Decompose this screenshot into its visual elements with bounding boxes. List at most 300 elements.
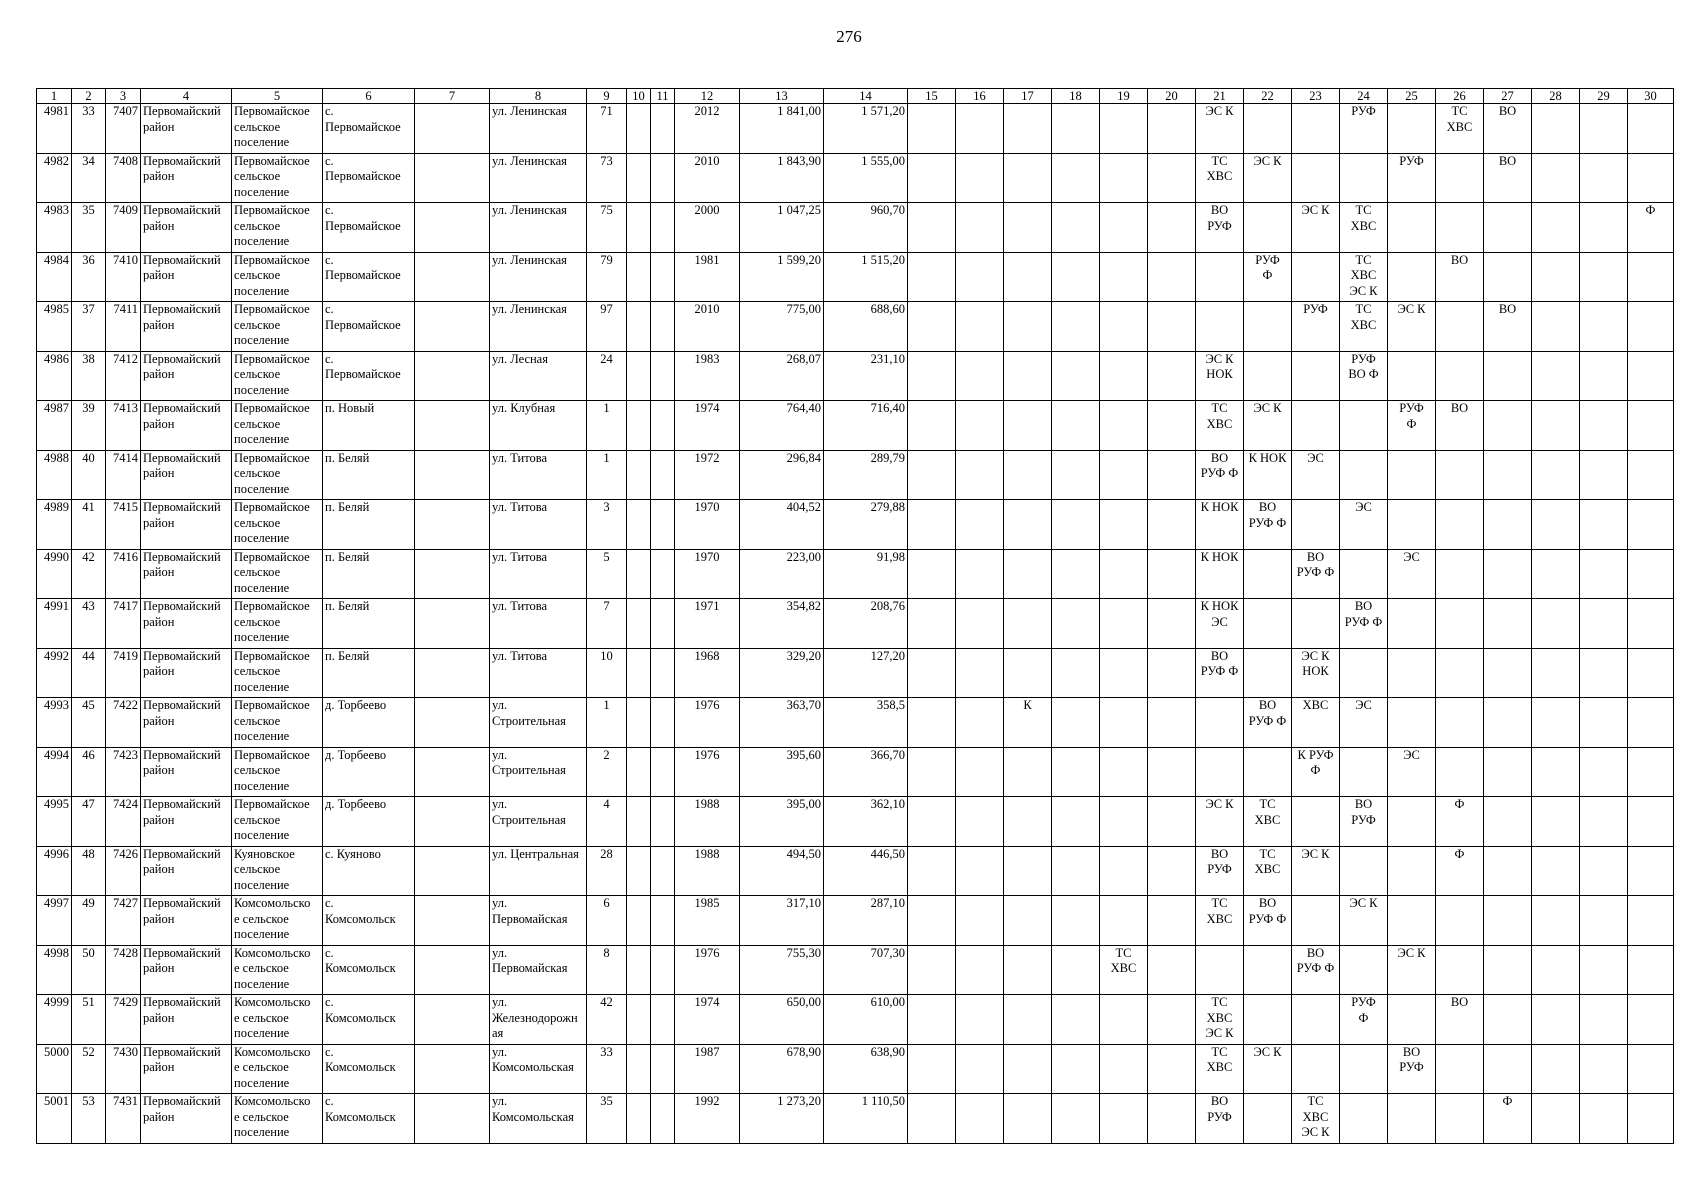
cell-line: район xyxy=(143,763,175,777)
mark-cell-19 xyxy=(1100,351,1148,401)
mark-cell-22 xyxy=(1244,450,1292,500)
mark-cell-20 xyxy=(1148,500,1196,550)
sequence-number-cell: 48 xyxy=(72,846,106,896)
street-cell xyxy=(490,846,587,896)
cell-line: сельское xyxy=(234,416,281,431)
building-id-cell: 7424 xyxy=(106,797,141,847)
settlement-cell xyxy=(232,797,323,847)
cell-line: район xyxy=(143,664,175,678)
cell-line: ХВС xyxy=(1206,416,1233,431)
street-cell xyxy=(490,302,587,352)
cell-line: поселение xyxy=(234,877,290,892)
column-11-cell xyxy=(651,153,675,203)
mark-cell-30 xyxy=(1628,401,1674,451)
cell-line: ВО xyxy=(1498,302,1517,316)
mark-cell-23 xyxy=(1292,648,1340,698)
mark-cell-18 xyxy=(1052,153,1100,203)
mark-cell-25 xyxy=(1388,252,1436,302)
mark-cell-22 xyxy=(1244,203,1292,253)
mark-cell-15 xyxy=(908,302,956,352)
column-11-cell xyxy=(651,648,675,698)
mark-cell-26 xyxy=(1436,450,1484,500)
district-cell xyxy=(141,945,232,995)
table-row xyxy=(37,599,1674,649)
mark-cell-19 xyxy=(1100,450,1148,500)
cell-line: ХВС xyxy=(1350,317,1377,332)
record-number-cell: 4985 xyxy=(37,302,72,352)
year-cell: 1970 xyxy=(675,500,740,550)
cell-line: К РУФ xyxy=(1297,747,1334,762)
column-11-cell xyxy=(651,203,675,253)
cell-line: п. Беляй xyxy=(325,500,370,514)
mark-cell-20 xyxy=(1148,896,1196,946)
cell-line: е сельское xyxy=(234,1060,289,1074)
cell-line: ВО Ф xyxy=(1348,367,1379,381)
mark-cell-29 xyxy=(1580,846,1628,896)
mark-cell-18 xyxy=(1052,797,1100,847)
total-area-cell: 775,00 xyxy=(740,302,824,352)
record-number-cell: 4987 xyxy=(37,401,72,451)
mark-cell-19 xyxy=(1100,302,1148,352)
mark-cell-19 xyxy=(1100,896,1148,946)
year-cell: 1976 xyxy=(675,945,740,995)
living-area-cell: 208,76 xyxy=(824,599,908,649)
cell-line: РУФ xyxy=(1207,218,1232,233)
registry-table xyxy=(36,88,1674,1144)
column-7-cell xyxy=(415,1044,490,1094)
mark-cell-24 xyxy=(1340,450,1388,500)
cell-line: д. Торбеево xyxy=(325,747,387,762)
mark-cell-16 xyxy=(956,599,1004,649)
column-number: 14 xyxy=(824,89,908,104)
living-area-cell: 231,10 xyxy=(824,351,908,401)
building-id-cell: 7422 xyxy=(106,698,141,748)
year-cell: 1976 xyxy=(675,698,740,748)
mark-cell-16 xyxy=(956,153,1004,203)
living-area-cell: 688,60 xyxy=(824,302,908,352)
mark-cell-16 xyxy=(956,302,1004,352)
cell-line: Комсомольско xyxy=(234,945,311,960)
mark-cell-20 xyxy=(1148,252,1196,302)
house-number-cell: 71 xyxy=(587,104,627,154)
mark-cell-22 xyxy=(1244,252,1292,302)
mark-cell-15 xyxy=(908,450,956,500)
cell-line: ВО xyxy=(1258,698,1277,712)
mark-cell-30 xyxy=(1628,599,1674,649)
mark-cell-29 xyxy=(1580,153,1628,203)
mark-cell-26 xyxy=(1436,203,1484,253)
mark-cell-18 xyxy=(1052,896,1100,946)
table-row xyxy=(37,698,1674,748)
mark-cell-21 xyxy=(1196,846,1244,896)
mark-cell-27 xyxy=(1484,945,1532,995)
column-number: 11 xyxy=(651,89,675,104)
settlement-cell xyxy=(232,648,323,698)
sequence-number-cell: 41 xyxy=(72,500,106,550)
mark-cell-22 xyxy=(1244,104,1292,154)
mark-cell-26 xyxy=(1436,896,1484,946)
mark-cell-30 xyxy=(1628,351,1674,401)
column-11-cell xyxy=(651,945,675,995)
mark-cell-18 xyxy=(1052,104,1100,154)
column-10-cell xyxy=(627,549,651,599)
cell-line: ТС xyxy=(1451,104,1468,118)
mark-cell-18 xyxy=(1052,698,1100,748)
mark-cell-28 xyxy=(1532,648,1580,698)
mark-cell-18 xyxy=(1052,203,1100,253)
building-id-cell: 7416 xyxy=(106,549,141,599)
mark-cell-24 xyxy=(1340,945,1388,995)
cell-line: с. xyxy=(325,945,334,960)
mark-cell-19 xyxy=(1100,995,1148,1045)
cell-line: Комсомольско xyxy=(234,896,311,910)
street-cell xyxy=(490,401,587,451)
column-7-cell xyxy=(415,351,490,401)
district-cell xyxy=(141,896,232,946)
mark-cell-15 xyxy=(908,1094,956,1144)
cell-line: ЭС К xyxy=(1205,351,1234,366)
mark-cell-27 xyxy=(1484,698,1532,748)
cell-line: Первомайское xyxy=(234,648,310,663)
mark-cell-25 xyxy=(1388,995,1436,1045)
mark-cell-17 xyxy=(1004,104,1052,154)
mark-cell-28 xyxy=(1532,599,1580,649)
cell-line: сельское xyxy=(234,367,281,381)
cell-line: Железнодорожн xyxy=(492,1010,578,1025)
cell-line: РУФ Ф xyxy=(1248,713,1287,728)
locality-cell xyxy=(323,252,415,302)
street-cell xyxy=(490,549,587,599)
cell-line: ая xyxy=(492,1026,504,1040)
column-10-cell xyxy=(627,252,651,302)
mark-cell-23 xyxy=(1292,549,1340,599)
locality-cell xyxy=(323,896,415,946)
cell-line: РУФ xyxy=(1303,302,1328,316)
cell-line: ХВС xyxy=(1350,268,1377,282)
cell-line: район xyxy=(143,317,175,332)
mark-cell-16 xyxy=(956,1094,1004,1144)
table-row xyxy=(37,797,1674,847)
mark-cell-15 xyxy=(908,401,956,451)
house-number-cell: 35 xyxy=(587,1094,627,1144)
living-area-cell: 127,20 xyxy=(824,648,908,698)
mark-cell-16 xyxy=(956,500,1004,550)
cell-line: район xyxy=(143,169,175,183)
mark-cell-27 xyxy=(1484,846,1532,896)
column-7-cell xyxy=(415,1094,490,1144)
cell-line: Первомайский xyxy=(143,500,221,514)
record-number-cell: 4998 xyxy=(37,945,72,995)
mark-cell-17 xyxy=(1004,450,1052,500)
locality-cell xyxy=(323,846,415,896)
mark-cell-28 xyxy=(1532,450,1580,500)
cell-line: ВО xyxy=(1210,1094,1229,1108)
cell-line: Первомайский xyxy=(143,450,221,465)
column-11-cell xyxy=(651,500,675,550)
settlement-cell xyxy=(232,500,323,550)
settlement-cell xyxy=(232,450,323,500)
year-cell: 1972 xyxy=(675,450,740,500)
cell-line: Комсомольск xyxy=(325,1060,396,1074)
column-7-cell xyxy=(415,797,490,847)
building-id-cell: 7419 xyxy=(106,648,141,698)
cell-line: поселение xyxy=(234,778,290,793)
cell-line: Первомайский xyxy=(143,698,221,712)
year-cell: 1985 xyxy=(675,896,740,946)
column-number: 5 xyxy=(232,89,323,104)
house-number-cell: 75 xyxy=(587,203,627,253)
mark-cell-19 xyxy=(1100,153,1148,203)
mark-cell-27 xyxy=(1484,549,1532,599)
cell-line: ХВС xyxy=(1206,169,1233,183)
cell-line: Первомайское xyxy=(234,203,310,217)
mark-cell-29 xyxy=(1580,1044,1628,1094)
cell-line: Первомайский xyxy=(143,747,221,762)
mark-cell-15 xyxy=(908,797,956,847)
column-10-cell xyxy=(627,1044,651,1094)
living-area-cell: 366,70 xyxy=(824,747,908,797)
district-cell xyxy=(141,747,232,797)
column-number: 3 xyxy=(106,89,141,104)
mark-cell-22 xyxy=(1244,302,1292,352)
cell-line: ВО xyxy=(1354,797,1373,811)
cell-line: ул. xyxy=(492,747,508,762)
mark-cell-20 xyxy=(1148,995,1196,1045)
column-number: 12 xyxy=(675,89,740,104)
mark-cell-15 xyxy=(908,252,956,302)
mark-cell-24 xyxy=(1340,104,1388,154)
mark-cell-17 xyxy=(1004,153,1052,203)
cell-line: РУФ xyxy=(1351,351,1376,366)
cell-line: ЭС К xyxy=(1301,203,1330,217)
living-area-cell: 1 555,00 xyxy=(824,153,908,203)
cell-line: с. Куяново xyxy=(325,846,381,861)
record-number-cell: 5001 xyxy=(37,1094,72,1144)
column-10-cell xyxy=(627,797,651,847)
mark-cell-30 xyxy=(1628,252,1674,302)
cell-line: Первомайский xyxy=(143,1094,221,1108)
locality-cell xyxy=(323,1044,415,1094)
cell-line: район xyxy=(143,416,175,431)
cell-line: сельское xyxy=(234,169,281,183)
year-cell: 1970 xyxy=(675,549,740,599)
living-area-cell: 707,30 xyxy=(824,945,908,995)
cell-line: ХВС xyxy=(1302,1109,1329,1124)
column-10-cell xyxy=(627,599,651,649)
cell-line: ул. Ленинская xyxy=(492,203,567,217)
mark-cell-26 xyxy=(1436,104,1484,154)
mark-cell-28 xyxy=(1532,203,1580,253)
district-cell xyxy=(141,252,232,302)
cell-line: с. xyxy=(325,203,334,217)
mark-cell-25 xyxy=(1388,846,1436,896)
cell-line: район xyxy=(143,515,175,530)
cell-line: РУФ Ф xyxy=(1200,466,1239,480)
cell-line: сельское xyxy=(234,218,281,233)
mark-cell-27 xyxy=(1484,104,1532,154)
mark-cell-16 xyxy=(956,698,1004,748)
column-7-cell xyxy=(415,945,490,995)
mark-cell-16 xyxy=(956,203,1004,253)
cell-line: район xyxy=(143,862,175,876)
cell-line: ЭС xyxy=(1211,614,1228,629)
cell-line: Ф xyxy=(1454,846,1465,861)
mark-cell-25 xyxy=(1388,203,1436,253)
mark-cell-22 xyxy=(1244,153,1292,203)
table-row xyxy=(37,945,1674,995)
mark-cell-18 xyxy=(1052,648,1100,698)
mark-cell-18 xyxy=(1052,252,1100,302)
column-7-cell xyxy=(415,599,490,649)
street-cell xyxy=(490,995,587,1045)
mark-cell-23 xyxy=(1292,302,1340,352)
sequence-number-cell: 39 xyxy=(72,401,106,451)
mark-cell-24 xyxy=(1340,995,1388,1045)
cell-line: Ф xyxy=(1406,416,1417,431)
mark-cell-26 xyxy=(1436,302,1484,352)
mark-cell-22 xyxy=(1244,401,1292,451)
cell-line: поселение xyxy=(234,679,290,694)
mark-cell-21 xyxy=(1196,104,1244,154)
district-cell xyxy=(141,846,232,896)
cell-line: ВО xyxy=(1306,945,1325,960)
column-number: 18 xyxy=(1052,89,1100,104)
cell-line: РУФ xyxy=(1399,1060,1424,1074)
district-cell xyxy=(141,648,232,698)
district-cell xyxy=(141,1094,232,1144)
mark-cell-15 xyxy=(908,599,956,649)
record-number-cell: 4986 xyxy=(37,351,72,401)
column-11-cell xyxy=(651,747,675,797)
mark-cell-30 xyxy=(1628,500,1674,550)
mark-cell-18 xyxy=(1052,747,1100,797)
cell-line: Первомайское xyxy=(234,549,310,564)
cell-line: район xyxy=(143,812,175,827)
locality-cell xyxy=(323,945,415,995)
year-cell: 2012 xyxy=(675,104,740,154)
living-area-cell: 279,88 xyxy=(824,500,908,550)
mark-cell-15 xyxy=(908,846,956,896)
mark-cell-27 xyxy=(1484,351,1532,401)
year-cell: 1976 xyxy=(675,747,740,797)
cell-line: с. xyxy=(325,153,334,168)
table-row xyxy=(37,1094,1674,1144)
mark-cell-21 xyxy=(1196,252,1244,302)
mark-cell-26 xyxy=(1436,549,1484,599)
cell-line: ХВС xyxy=(1110,961,1137,975)
cell-line: Ф xyxy=(1502,1094,1513,1108)
mark-cell-25 xyxy=(1388,747,1436,797)
cell-line: Первомайское xyxy=(234,252,310,267)
mark-cell-23 xyxy=(1292,500,1340,550)
mark-cell-28 xyxy=(1532,104,1580,154)
mark-cell-29 xyxy=(1580,747,1628,797)
cell-line: Первомайское xyxy=(234,747,310,762)
mark-cell-21 xyxy=(1196,995,1244,1045)
locality-cell xyxy=(323,698,415,748)
cell-line: ул. xyxy=(492,1044,508,1059)
cell-line: е сельское xyxy=(234,1109,289,1124)
mark-cell-26 xyxy=(1436,1044,1484,1094)
column-11-cell xyxy=(651,995,675,1045)
mark-cell-16 xyxy=(956,1044,1004,1094)
house-number-cell: 1 xyxy=(587,401,627,451)
column-11-cell xyxy=(651,797,675,847)
cell-line: Куяновское xyxy=(234,846,295,861)
record-number-cell: 4994 xyxy=(37,747,72,797)
living-area-cell: 638,90 xyxy=(824,1044,908,1094)
mark-cell-15 xyxy=(908,203,956,253)
mark-cell-20 xyxy=(1148,648,1196,698)
cell-line: поселение xyxy=(234,432,290,446)
cell-line: поселение xyxy=(234,283,290,298)
column-11-cell xyxy=(651,450,675,500)
mark-cell-25 xyxy=(1388,599,1436,649)
cell-line: ЭС К xyxy=(1205,1026,1234,1040)
column-number: 21 xyxy=(1196,89,1244,104)
district-cell xyxy=(141,1044,232,1094)
mark-cell-22 xyxy=(1244,351,1292,401)
year-cell: 1981 xyxy=(675,252,740,302)
house-number-cell: 1 xyxy=(587,698,627,748)
sequence-number-cell: 40 xyxy=(72,450,106,500)
cell-line: Первомайский xyxy=(143,302,221,316)
mark-cell-24 xyxy=(1340,896,1388,946)
column-7-cell xyxy=(415,500,490,550)
table-row xyxy=(37,302,1674,352)
cell-line: Первомайское xyxy=(234,450,310,465)
cell-line: ВО xyxy=(1210,450,1229,465)
column-10-cell xyxy=(627,450,651,500)
cell-line: ЭС xyxy=(1403,549,1420,564)
mark-cell-28 xyxy=(1532,945,1580,995)
cell-line: район xyxy=(143,614,175,629)
mark-cell-18 xyxy=(1052,450,1100,500)
record-number-cell: 4984 xyxy=(37,252,72,302)
sequence-number-cell: 37 xyxy=(72,302,106,352)
cell-line: район xyxy=(143,268,175,282)
house-number-cell: 79 xyxy=(587,252,627,302)
cell-line: ЭС К xyxy=(1397,302,1426,316)
house-number-cell: 8 xyxy=(587,945,627,995)
cell-line: ВО xyxy=(1258,896,1277,910)
mark-cell-29 xyxy=(1580,252,1628,302)
cell-line: Первомайский xyxy=(143,797,221,811)
mark-cell-28 xyxy=(1532,302,1580,352)
living-area-cell: 362,10 xyxy=(824,797,908,847)
total-area-cell: 764,40 xyxy=(740,401,824,451)
mark-cell-15 xyxy=(908,153,956,203)
mark-cell-16 xyxy=(956,252,1004,302)
column-10-cell xyxy=(627,500,651,550)
street-cell xyxy=(490,252,587,302)
column-number-row xyxy=(37,89,1674,104)
district-cell xyxy=(141,401,232,451)
mark-cell-15 xyxy=(908,896,956,946)
mark-cell-16 xyxy=(956,747,1004,797)
street-cell xyxy=(490,104,587,154)
cell-line: Первомайское xyxy=(234,500,310,514)
year-cell: 2010 xyxy=(675,153,740,203)
cell-line: РУФ xyxy=(1351,995,1376,1009)
mark-cell-21 xyxy=(1196,1044,1244,1094)
total-area-cell: 404,52 xyxy=(740,500,824,550)
cell-line: ЭС К xyxy=(1253,1044,1282,1059)
cell-line: п. Беляй xyxy=(325,549,370,564)
total-area-cell: 1 843,90 xyxy=(740,153,824,203)
year-cell: 1968 xyxy=(675,648,740,698)
cell-line: Первомайское xyxy=(325,218,401,233)
